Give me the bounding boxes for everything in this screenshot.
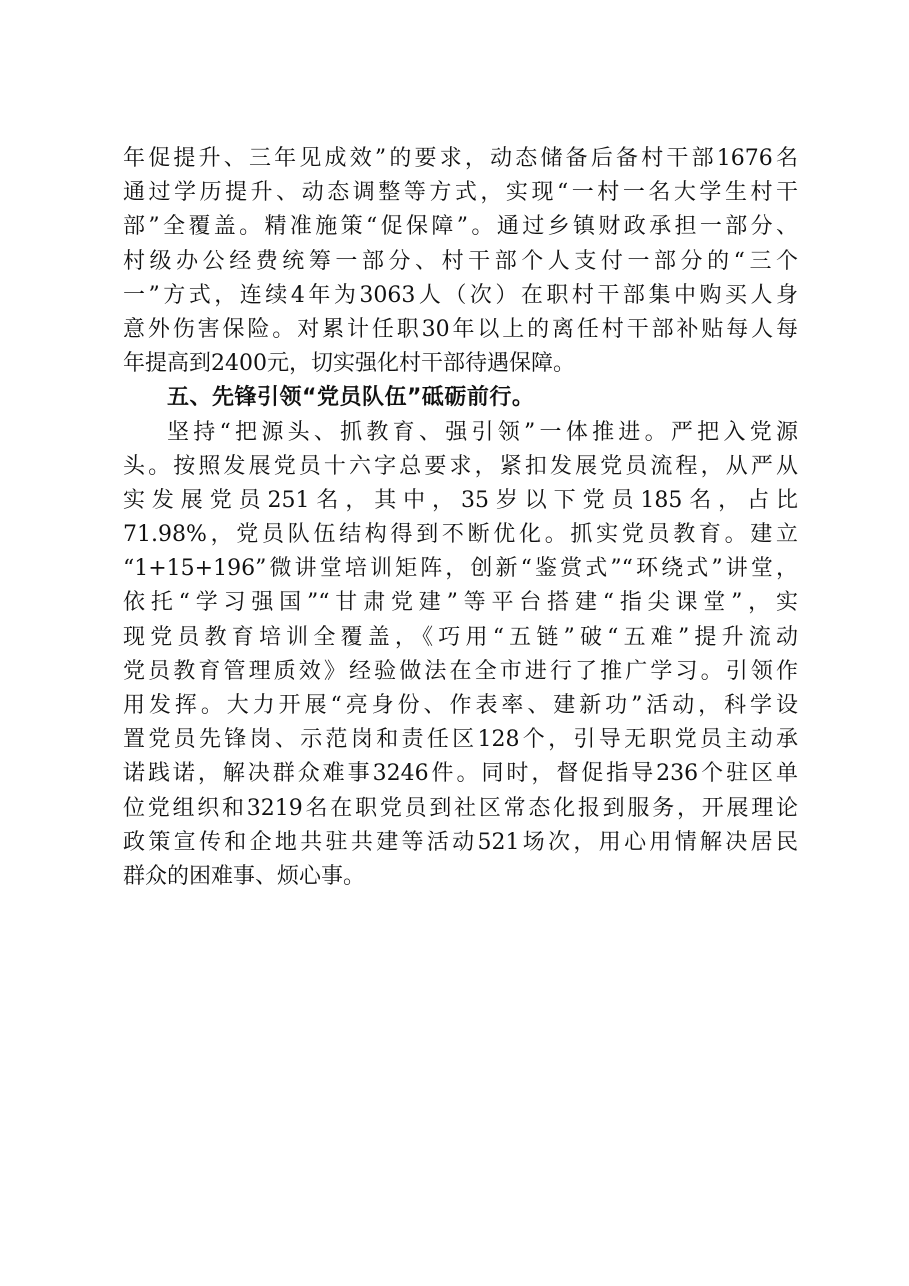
paragraph-line: 群众的困难事、烦心事。 bbox=[123, 863, 366, 889]
paragraph-line: 年提高到2400元，切实强化村干部待遇保障。 bbox=[123, 351, 575, 377]
paragraph-line: 党员教育管理质效》经验做法在全市进行了推广学习。引领作 bbox=[123, 658, 798, 684]
paragraph-line: 现党员教育培训全覆盖，《巧用“五链”破“五难”提升流动 bbox=[123, 624, 798, 650]
document-body bbox=[123, 142, 798, 894]
paragraph-line: 依托“学习强国”“甘肃党建”等平台搭建“指尖课堂”，实 bbox=[123, 590, 798, 616]
paragraph-line: 用发挥。大力开展“亮身份、作表率、建新功”活动，科学设 bbox=[123, 693, 798, 718]
paragraph-line: 村级办公经费统筹一部分、村干部个人支付一部分的“三个 bbox=[123, 248, 798, 274]
paragraph-line: 通过学历提升、动态调整等方式，实现“一村一名大学生村干 bbox=[123, 180, 798, 206]
section-heading: 五、先锋引领“党员队伍”砥砺前行。 bbox=[167, 385, 535, 411]
paragraph-line: 实发展党员251名，其中，35岁以下党员185名，占比 bbox=[123, 487, 798, 513]
paragraph-line: 年促提升、三年见成效”的要求，动态储备后备村干部1676名 bbox=[123, 146, 798, 171]
paragraph-line: 坚持“把源头、抓教育、强引领”一体推进。严把入党源 bbox=[167, 419, 798, 445]
paragraph-line: 意外伤害保险。对累计任职30年以上的离任村干部补贴每人每 bbox=[123, 316, 798, 342]
paragraph-line: 诺践诺，解决群众难事3246件。同时，督促指导236个驻区单 bbox=[123, 761, 798, 787]
paragraph-line: 71.98%，党员队伍结构得到不断优化。抓实党员教育。建立 bbox=[123, 522, 798, 548]
paragraph-line: 位党组织和3219名在职党员到社区常态化报到服务，开展理论 bbox=[123, 795, 798, 821]
paragraph-line: “1+15+196”微讲堂培训矩阵，创新“鉴赏式”“环绕式”讲堂， bbox=[123, 556, 798, 582]
paragraph-line: 置党员先锋岗、示范岗和责任区128个，引导无职党员主动承 bbox=[123, 727, 798, 753]
paragraph-line: 部”全覆盖。精准施策“促保障”。通过乡镇财政承担一部分、 bbox=[123, 214, 798, 240]
paragraph-line: 政策宣传和企地共驻共建等活动521场次，用心用情解决居民 bbox=[123, 829, 798, 855]
paragraph-line: 一”方式，连续4年为3063人（次）在职村干部集中购买人身 bbox=[123, 282, 798, 308]
paragraph-line: 头。按照发展党员十六字总要求，紧扣发展党员流程，从严从 bbox=[123, 453, 798, 479]
